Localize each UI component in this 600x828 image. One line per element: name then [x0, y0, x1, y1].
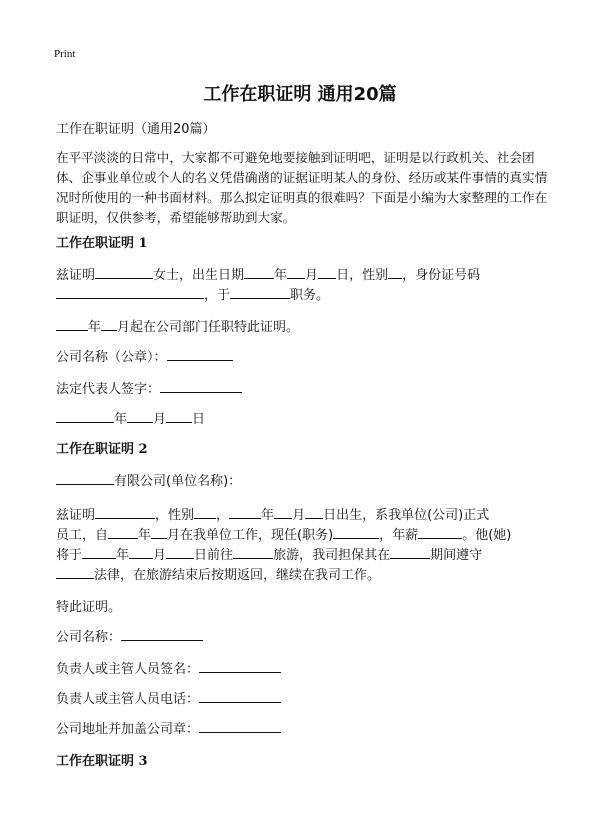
- s2-special: 特此证明。: [56, 600, 122, 615]
- s2-para-line-3: [56, 546, 550, 566]
- text: 月: [305, 268, 319, 283]
- text: 年: [88, 320, 102, 335]
- s2-para-line-2: [56, 526, 550, 546]
- text: ，年薪: [379, 528, 419, 543]
- blank-country: [56, 577, 94, 579]
- blank-id-number: [56, 297, 204, 299]
- s1-line-2: [56, 286, 550, 306]
- blank-salary: [418, 537, 462, 539]
- s2-para-line-1: [56, 506, 550, 526]
- intro-paragraph: 在平平淡淡的日常中，大家都不可避免地要接触到证明吧，证明是以行政机关、社会团体、企事业单位或个人的名义凭借确凿的证据证明某人的身份、经历或某件事情的真实情况时所使用的一种书面材料。那么拟定证明真的很难吗？下面是小编为大家整理的工作在职证明，仅供参考，希望能够帮助到大家。: [56, 150, 548, 225]
- blank-year: [244, 277, 274, 279]
- text: 月: [153, 548, 167, 563]
- text: ，身份证号码: [402, 268, 481, 283]
- s2-phone-line: [56, 690, 550, 710]
- text: ，性别: [155, 508, 195, 523]
- s2-company-line: [56, 628, 550, 648]
- print-label[interactable]: Print: [54, 48, 76, 60]
- blank-signature: [199, 671, 281, 673]
- s2-unit-line: [56, 472, 550, 492]
- text: ，于: [204, 288, 231, 303]
- blank-position: [333, 537, 379, 539]
- section-3-heading: 工作在职证明 3: [56, 754, 148, 769]
- document-title: 工作在职证明 通用20篇: [203, 84, 397, 105]
- blank-period: [390, 557, 430, 559]
- blank-month: [129, 557, 153, 559]
- blank-year: [108, 537, 138, 539]
- blank-month: [287, 277, 305, 279]
- blank-company: [121, 639, 203, 641]
- s1-line-1: [56, 266, 550, 286]
- blank-month: [101, 329, 117, 331]
- blank-year: [229, 517, 261, 519]
- text: 期间遵守: [430, 548, 483, 563]
- blank-address: [199, 731, 281, 733]
- text: 女士，出生日期: [153, 268, 245, 283]
- text: 职务。: [290, 288, 330, 303]
- blank-year: [56, 329, 88, 331]
- text: 员工，自: [56, 528, 109, 543]
- blank-day: [166, 421, 192, 423]
- blank-year: [82, 557, 116, 559]
- text: 兹证明: [56, 268, 96, 283]
- blank-gender: [194, 517, 216, 519]
- text: 法定代表人签字：: [56, 382, 161, 397]
- text: 负责人或主管人员签名：: [56, 662, 200, 677]
- text: 旅游，我司担保其在: [273, 548, 391, 563]
- text: 。他(她): [462, 528, 512, 543]
- text: 日: [192, 412, 206, 427]
- text: 日出生，系我单位(公司)正式: [323, 508, 490, 523]
- text: 公司名称：: [56, 630, 122, 645]
- text: 月: [292, 508, 306, 523]
- text: 将于: [56, 548, 83, 563]
- text: 公司名称（公章）：: [56, 350, 167, 365]
- blank-month: [151, 537, 167, 539]
- blank-legal-signature: [160, 391, 242, 393]
- blank-destination: [233, 557, 273, 559]
- blank-company-name: [56, 483, 114, 485]
- text: 法律，在旅游结束后按期返回，继续在我司工作。: [94, 568, 381, 583]
- blank-name: [95, 277, 153, 279]
- s2-sign-line: [56, 660, 550, 680]
- s2-para-line-4: [56, 566, 550, 586]
- text: 年: [274, 268, 288, 283]
- text: 年: [114, 412, 128, 427]
- document-subtitle: 工作在职证明（通用20篇）: [56, 122, 216, 137]
- text: 月: [153, 412, 167, 427]
- text: 日前往: [194, 548, 234, 563]
- blank-name: [95, 517, 155, 519]
- text: 年: [261, 508, 275, 523]
- section-2-heading: 工作在职证明 2: [56, 442, 148, 457]
- s2-address-line: [56, 720, 550, 740]
- section-1-heading: 工作在职证明 1: [56, 236, 148, 251]
- s1-date-line: [56, 410, 550, 430]
- text: 日，性别: [336, 268, 389, 283]
- blank-day: [318, 277, 336, 279]
- blank-day: [166, 557, 194, 559]
- s1-legal-line: [56, 380, 550, 400]
- text: 有限公司(单位名称)：: [114, 474, 242, 489]
- blank-company: [167, 359, 233, 361]
- text: 年: [138, 528, 152, 543]
- text: ，: [216, 508, 230, 523]
- text: 兹证明: [56, 508, 96, 523]
- text: 月起在公司部门任职特此证明。: [117, 320, 300, 335]
- blank-gender: [388, 277, 402, 279]
- text: 负责人或主管人员电话：: [56, 692, 200, 707]
- blank-position: [230, 297, 290, 299]
- text: 公司地址并加盖公司章：: [56, 722, 200, 737]
- text: 年: [116, 548, 130, 563]
- blank-month: [127, 421, 153, 423]
- s1-line-3: [56, 318, 550, 338]
- blank-year: [56, 421, 114, 423]
- s1-company-line: [56, 348, 550, 368]
- text: 月在我单位工作，现任(职务): [167, 528, 334, 543]
- blank-month: [274, 517, 292, 519]
- blank-phone: [199, 701, 281, 703]
- blank-day: [305, 517, 323, 519]
